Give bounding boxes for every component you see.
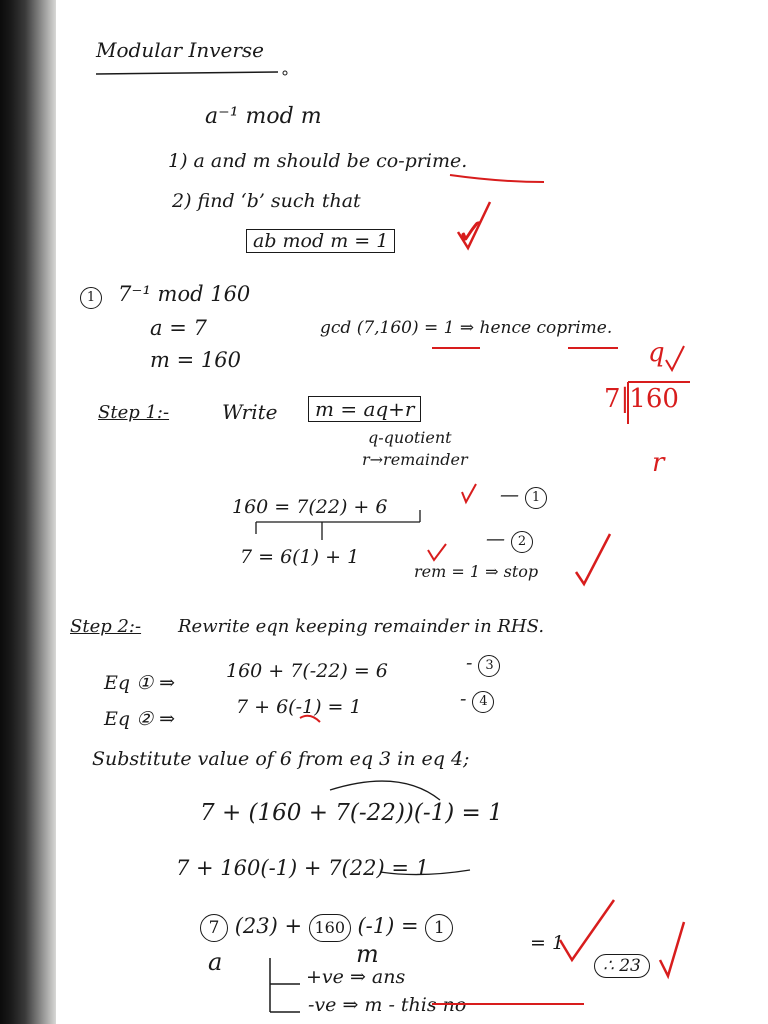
equation-1: 160 = 7(22) + 6	[232, 496, 388, 518]
a-label: a	[208, 948, 223, 976]
answer-box: ∴ 23	[594, 954, 650, 978]
side-r: r	[652, 448, 665, 478]
positive-case: +ve ⇒ ans	[306, 966, 406, 988]
q-check	[666, 346, 684, 370]
equation-3-tag-circle: 3	[478, 655, 500, 677]
equation-3: 160 + 7(-22) = 6	[226, 660, 388, 682]
answer-check	[660, 922, 684, 976]
equation-4-tag: - 4	[460, 688, 494, 713]
equation-2-tag: — 2	[486, 528, 533, 553]
example-expression: 7⁻¹ mod 160	[118, 282, 251, 306]
rule-2: 2) find ‘b’ such that	[172, 190, 361, 212]
notation: a⁻¹ mod m	[205, 104, 322, 129]
bracket-arrows	[256, 510, 420, 540]
circled-one: 1	[425, 914, 453, 942]
substitution-line-2: 7 + 160(-1) + 7(22) = 1	[176, 856, 429, 880]
r-definition: r→remainder	[362, 450, 468, 469]
m-label: m	[356, 940, 379, 968]
gcd-statement: gcd (7,160) = 1 ⇒ hence coprime.	[320, 318, 613, 338]
step1-box: m = aq+r	[308, 396, 421, 422]
substitute-instruction: Substitute value of 6 from eq 3 in eq 4;	[92, 748, 470, 770]
page-title: Modular Inverse	[96, 38, 265, 62]
result-check	[560, 900, 614, 960]
coprime-underline	[450, 175, 544, 182]
box-check	[458, 202, 490, 248]
title-dot	[283, 71, 287, 75]
remainder-note: rem = 1 ⇒ stop	[414, 562, 539, 581]
equation-4-tag-circle: 4	[472, 691, 494, 713]
equation-1-tag: — 1	[500, 484, 547, 509]
equation-3-tag: - 3	[466, 652, 500, 677]
rule-1: 1) a and m should be co-prime.	[168, 150, 468, 172]
equation-4: 7 + 6(-1) = 1	[236, 696, 362, 718]
eq3-label: Eq ① ⇒	[104, 672, 176, 694]
step2-label: Step 2:-	[70, 616, 142, 637]
side-q: q	[648, 338, 665, 368]
line3-tail: (-1) =	[357, 914, 419, 938]
equals-one: = 1	[530, 932, 565, 954]
m-value: m = 160	[150, 348, 241, 372]
eq1-check	[462, 484, 476, 502]
example-number-circle: 1	[80, 287, 102, 309]
step1-label: Step 1:-	[98, 402, 170, 423]
a-value: a = 7	[150, 316, 207, 340]
rule-box: ab mod m = 1	[246, 229, 395, 253]
division-bar	[628, 382, 690, 424]
negative-case: -ve ⇒ m - this no	[308, 994, 467, 1016]
line3-middle: (23) +	[234, 914, 303, 938]
check-mark: ✓	[456, 212, 487, 253]
line2-underline	[380, 870, 470, 875]
equation-1-tag-circle: 1	[525, 487, 547, 509]
substitution-line-1: 7 + (160 + 7(-22))(-1) = 1	[200, 800, 503, 826]
circled-m: 160	[309, 914, 351, 942]
equation-2-tag-circle: 2	[511, 531, 533, 553]
eq4-squiggle	[300, 716, 320, 722]
stop-check	[576, 534, 610, 584]
title-underline	[96, 72, 278, 74]
substitution-arrow	[330, 781, 440, 800]
case-brackets	[270, 958, 300, 1012]
circled-a: 7	[200, 914, 228, 942]
step2-text: Rewrite eqn keeping remainder in RHS.	[178, 616, 545, 637]
q-definition: q-quotient	[368, 428, 452, 447]
side-division: 7|160	[604, 384, 679, 414]
eq4-label: Eq ② ⇒	[104, 708, 176, 730]
equation-2: 7 = 6(1) + 1	[240, 546, 360, 568]
step1-text: Write	[222, 400, 278, 424]
eq2-check	[428, 544, 446, 560]
